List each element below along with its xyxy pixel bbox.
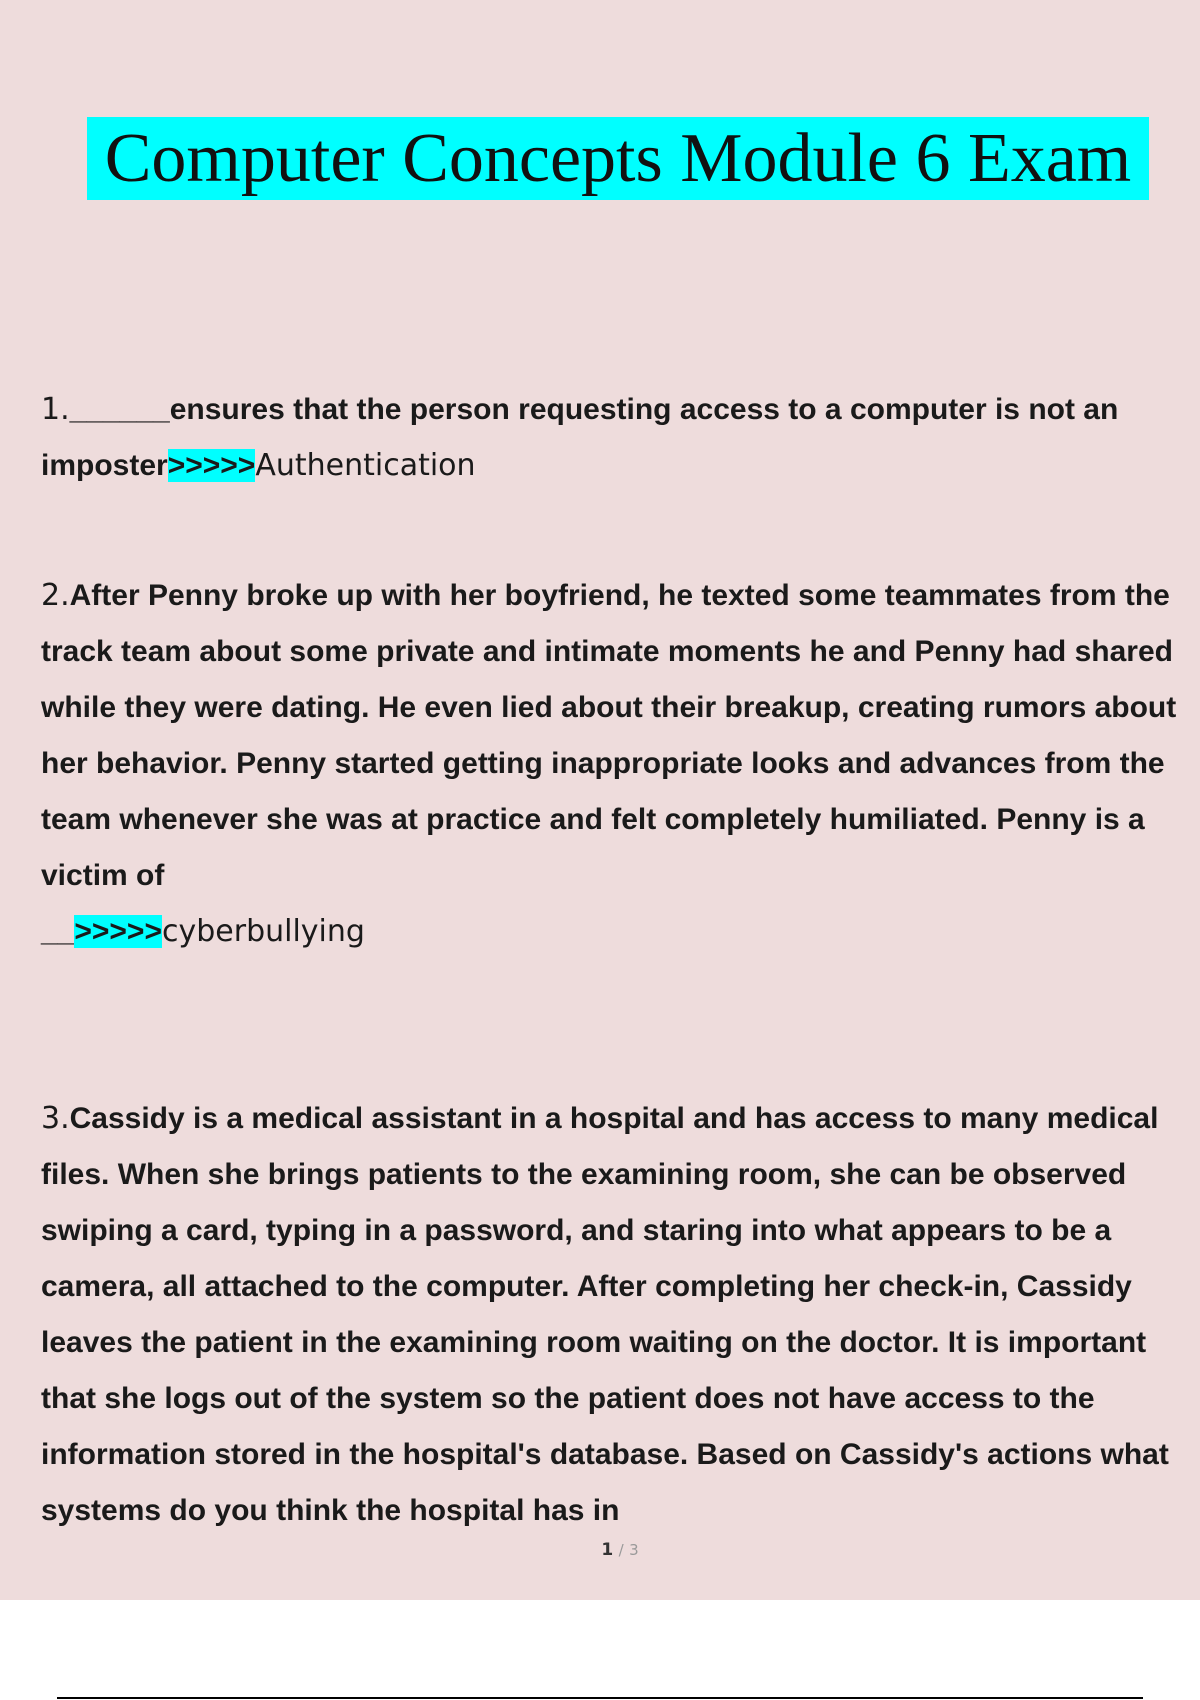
question-1 xyxy=(41,382,1191,494)
question-number: 2. xyxy=(41,578,70,613)
answer-text: Authentication xyxy=(255,448,476,483)
total-pages: 3 xyxy=(629,1541,639,1559)
question-3 xyxy=(41,1091,1191,1539)
question-text: Cassidy is a medical assistant in a hospital and has access to many medical files. When she brings patients to the examining room, she can be observed swiping a card, typing in a password, and staring into what appears to be a camera, all attached to the computer. After completing her check-in, Cassidy leaves the patient in the examining room waiting on the doctor. It is important that she logs out of the system so the patient does not have access to the information stored in the hospital's database. Based on Cassidy's actions what systems do you think the hospital has in xyxy=(41,1102,1169,1527)
question-text: ensures that the person requesting access to a computer is not an imposter xyxy=(41,393,1119,482)
page-divider xyxy=(57,1697,1143,1699)
current-page: 1 xyxy=(601,1540,614,1560)
answer-text: cyberbullying xyxy=(161,914,365,949)
page-title: Computer Concepts Module 6 Exam xyxy=(87,117,1149,200)
page-indicator xyxy=(0,1540,1200,1560)
answer-marker-highlight: >>>>> xyxy=(167,449,256,482)
answer-blank: __ xyxy=(41,915,75,948)
answer-marker-highlight: >>>>> xyxy=(74,915,162,948)
answer-blank: ______ xyxy=(69,393,170,426)
page-separator: / xyxy=(618,1541,624,1559)
question-number: 3. xyxy=(41,1101,70,1136)
question-2 xyxy=(41,568,1191,960)
question-text: After Penny broke up with her boyfriend, he texted some teammates from the track team about some private and intimate moments he and Penny had shared while they were dating. He even lied about their breakup, creating rumors about her behavior. Penny started getting inappropriate looks and advances from the team whenever she was at practice and felt completely humiliated. Penny is a victim of xyxy=(41,579,1177,892)
question-number: 1. xyxy=(41,392,70,427)
